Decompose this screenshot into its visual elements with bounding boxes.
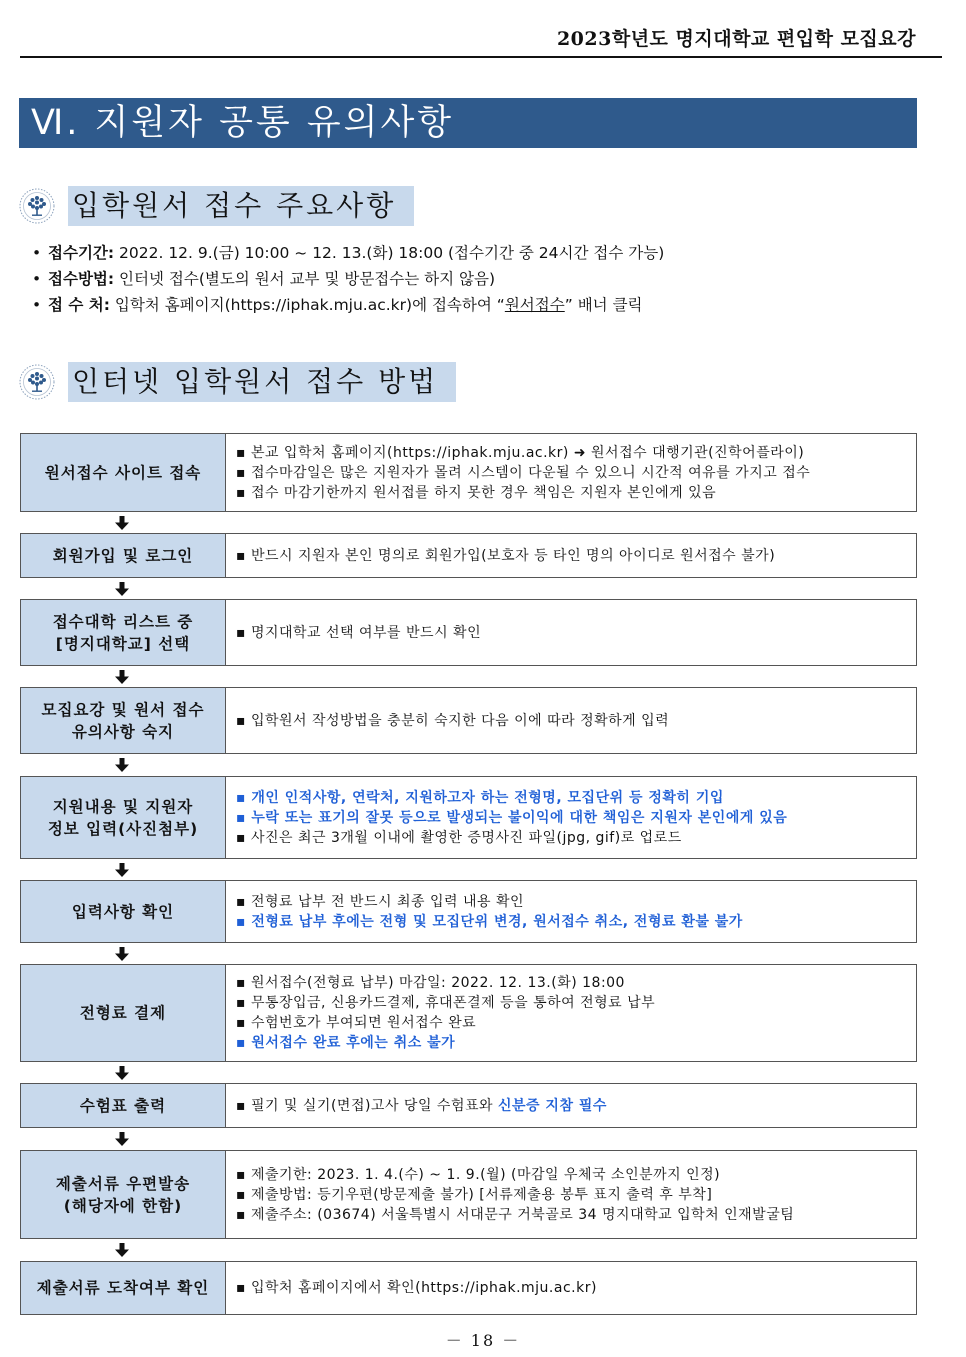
step-detail-line: ▪ 필기 및 실기(면접)고사 당일 수험표와 신분증 지참 필수 bbox=[236, 1097, 607, 1114]
list-item: • 접수기간: 2022. 12. 9.(금) 10:00 ~ 12. 13.(화) 18:00 (접수기간 중 24시간 접수 가능) bbox=[32, 244, 665, 262]
step-label: 지원내용 및 지원자 정보 입력(사진첨부) bbox=[21, 777, 226, 858]
step-label: 모집요강 및 원서 접수 유의사항 숙지 bbox=[21, 688, 226, 753]
step-description bbox=[226, 965, 916, 1061]
down-arrow-icon bbox=[114, 1065, 130, 1081]
step-detail-line: ▪ 원서접수(전형료 납부) 마감일: 2022. 12. 13.(화) 18:00 bbox=[236, 975, 625, 991]
step-detail-line: ▪ 본교 입학처 홈페이지(https://iphak.mju.ac.kr) ➜ 원서접수 대행기관(진학어플라이) bbox=[236, 444, 805, 461]
flow-step bbox=[20, 1150, 917, 1239]
flow-step bbox=[20, 599, 917, 666]
flow-step bbox=[20, 1261, 917, 1315]
flow-step bbox=[20, 533, 917, 578]
step-label: 전형료 결제 bbox=[21, 965, 226, 1061]
step-detail-line: ▪ 제출기한: 2023. 1. 4.(수) ~ 1. 9.(월) (마감일 우체국 소인분까지 인정) bbox=[236, 1166, 721, 1183]
flow-step bbox=[20, 964, 917, 1062]
step-detail-line: ▪ 전형료 납부 전 반드시 최종 입력 내용 확인 bbox=[236, 893, 524, 910]
step-label: 수험표 출력 bbox=[21, 1084, 226, 1127]
university-emblem-icon bbox=[18, 363, 56, 401]
university-emblem-icon bbox=[18, 187, 56, 225]
section-title: 인터넷 입학원서 접수 방법 bbox=[68, 362, 456, 402]
section-heading-internet bbox=[18, 362, 456, 402]
down-arrow-icon bbox=[114, 946, 130, 962]
page-number: － 18 － bbox=[445, 1331, 521, 1350]
step-description bbox=[226, 534, 916, 577]
step-detail-line: ▪ 전형료 납부 후에는 전형 및 모집단위 변경, 원서접수 취소, 전형료 환불 불가 bbox=[236, 913, 743, 930]
step-detail-line: ▪ 사진은 최근 3개월 이내에 촬영한 증명사진 파일(jpg, gif)로 업로드 bbox=[236, 829, 682, 846]
flow-step bbox=[20, 880, 917, 943]
flow-step bbox=[20, 433, 917, 512]
section-heading-application bbox=[18, 186, 414, 226]
step-detail-line: ▪ 누락 또는 표기의 잘못 등으로 발생되는 불이익에 대한 책임은 지원자 본인에게 있음 bbox=[236, 809, 788, 826]
step-description bbox=[226, 881, 916, 942]
step-label: 제출서류 우편발송 (해당자에 한함) bbox=[21, 1151, 226, 1238]
step-label: 원서접수 사이트 접속 bbox=[21, 434, 226, 511]
section-title: 입학원서 접수 주요사항 bbox=[68, 186, 414, 226]
flow-step bbox=[20, 687, 917, 754]
step-description bbox=[226, 1084, 916, 1127]
step-detail-line: ▪ 명지대학교 선택 여부를 반드시 확인 bbox=[236, 624, 482, 641]
step-detail-line: ▪ 입학원서 작성방법을 충분히 숙지한 다음 이에 따라 정확하게 입력 bbox=[236, 712, 670, 729]
step-detail-line: ▪ 제출주소: (03674) 서울특별시 서대문구 거북골로 34 명지대학교 입학처 인재발굴팀 bbox=[236, 1206, 795, 1223]
step-detail-line: ▪ 수험번호가 부여되면 원서접수 완료 bbox=[236, 1015, 477, 1031]
application-summary-list bbox=[32, 240, 664, 318]
step-detail-line: ▪ 원서접수 완료 후에는 취소 불가 bbox=[236, 1035, 456, 1051]
flow-step bbox=[20, 1083, 917, 1128]
step-detail-line: ▪ 무통장입금, 신용카드결제, 휴대폰결제 등을 통하여 전형료 납부 bbox=[236, 995, 656, 1011]
banner-link-text: 원서접수 bbox=[504, 296, 565, 314]
step-detail-line: ▪ 반드시 지원자 본인 명의로 회원가입(보호자 등 타인 명의 아이디로 원서접수 불가) bbox=[236, 547, 776, 564]
down-arrow-icon bbox=[114, 862, 130, 878]
step-description bbox=[226, 688, 916, 753]
flow-step bbox=[20, 776, 917, 859]
down-arrow-icon bbox=[114, 669, 130, 685]
step-detail-line: ▪ 개인 인적사항, 연락처, 지원하고자 하는 전형명, 모집단위 등 정확히 기입 bbox=[236, 789, 724, 806]
step-detail-line: ▪ 접수마감일은 많은 지원자가 몰려 시스템이 다운될 수 있으니 시간적 여유를 가지고 접수 bbox=[236, 464, 811, 481]
down-arrow-icon bbox=[114, 515, 130, 531]
step-description bbox=[226, 600, 916, 665]
step-detail-line: ▪ 입학처 홈페이지에서 확인(https://iphak.mju.ac.kr) bbox=[236, 1280, 597, 1296]
document-title: 2023학년도 명지대학교 편입학 모집요강 bbox=[556, 28, 916, 50]
step-description bbox=[226, 434, 916, 511]
step-label: 입력사항 확인 bbox=[21, 881, 226, 942]
list-item: • 접수방법: 인터넷 접수(별도의 원서 교부 및 방문접수는 하지 않음) bbox=[32, 270, 496, 288]
down-arrow-icon bbox=[114, 1131, 130, 1147]
step-label: 제출서류 도착여부 확인 bbox=[21, 1262, 226, 1314]
step-description bbox=[226, 1151, 916, 1238]
document-header bbox=[20, 14, 942, 58]
step-detail-line: ▪ 제출방법: 등기우편(방문제출 불가) [서류제출용 봉투 표지 출력 후 부착] bbox=[236, 1186, 713, 1203]
list-item: • 접 수 처: 입학처 홈페이지(https://iphak.mju.ac.kr)에 접속하여 “원서접수” 배너 클릭 bbox=[32, 296, 643, 314]
step-label: 접수대학 리스트 중 [명지대학교] 선택 bbox=[21, 600, 226, 665]
step-label: 회원가입 및 로그인 bbox=[21, 534, 226, 577]
down-arrow-icon bbox=[114, 1242, 130, 1258]
down-arrow-icon bbox=[114, 757, 130, 773]
step-detail-line: ▪ 접수 마감기한까지 원서접를 하지 못한 경우 책임은 지원자 본인에게 있음 bbox=[236, 484, 717, 501]
step-description bbox=[226, 777, 916, 858]
down-arrow-icon bbox=[114, 581, 130, 597]
step-description bbox=[226, 1262, 916, 1314]
chapter-title: Ⅵ. 지원자 공통 유의사항 bbox=[19, 98, 917, 148]
